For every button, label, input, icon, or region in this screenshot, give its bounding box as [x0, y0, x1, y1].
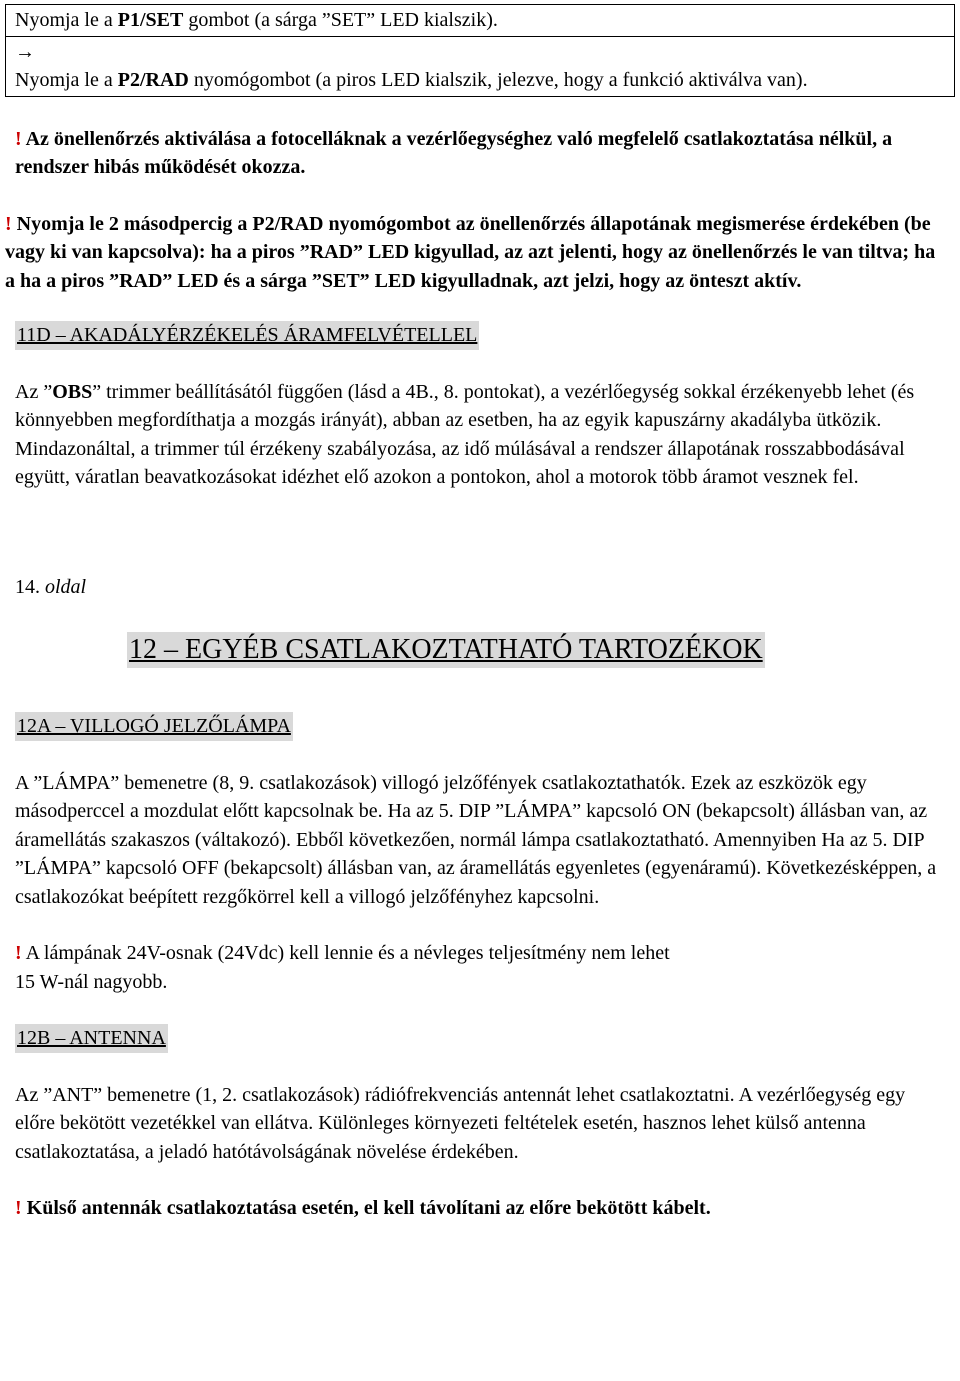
warning-text: Az önellenőrzés aktiválása a fotocelláknak a vezérlőegységhez való megfelelő csatlakoztatása nélkül, a rendszer hibás működését okozza.	[15, 127, 893, 178]
p1-set-label: P1/SET	[117, 9, 184, 31]
section-12a-heading	[15, 712, 945, 741]
section-12b-heading	[15, 1024, 945, 1053]
text: Az ”	[15, 380, 53, 403]
text: ” trimmer beállításától függően (lásd a 4B., 8. pontokat), a vezérlőegység sokkal érzékenyebb lehet (és könnyebben megfordíthatja a mozgás irányát), abban az esetben, ha az egyik kapuszárny akadályba ütközik. Mindazonáltal, a trimmer túl érzékeny szabályozása, az idő múlásával a rendszer állapotának rosszabbodásával együtt, váratlan beavatkozásokat idézhet elő azokon a pontokon, ahol a motorok több áramot vesznek fel.	[15, 380, 915, 488]
text: Nyomja le a	[15, 69, 118, 91]
text: nyomógombot (a piros LED kialszik, jelezve, hogy a funkció aktiválva van).	[188, 69, 808, 91]
section-12-heading	[127, 632, 945, 668]
section-12b-warning	[15, 1194, 945, 1223]
document-page	[5, 0, 945, 1223]
section-12a-paragraph: A ”LÁMPA” bemenetre (8, 9. csatlakozások) villogó jelzőfények csatlakoztathatók. Ezek az eszközök egy másodperccel a mozdulat előtt kapcsolnak be. Ha az 5. DIP ”LÁMPA” kapcsoló ON (bekapcsolt) állásban van, az áramellátás szakaszos (váltakozó). Ebből következően, normál lámpa csatlakoztatható. Amennyiben Ha az 5. DIP ”LÁMPA” kapcsoló OFF (bekapcsolt) állásban van, az áramellátás egyenletes (egyenáramú). Következésképpen, a csatlakozókat beépített rezgőkörrel kell a villogó jelzőfényhez kapcsolni.	[15, 771, 937, 908]
page-number-label: oldal	[40, 575, 87, 598]
warning-text: Nyomja le 2 másodpercig a P2/RAD nyomógombot az önellenőrzés állapotának megismerése érdekében (be vagy ki van kapcsolva): ha a piros ”RAD” LED kigyullad, az azt jelenti, hogy az önellenőrzés le van tiltva; ha a ha a piros ”RAD” LED és a sárga ”SET” LED kigyulladnak, azt jelzi, hogy az önteszt aktív.	[5, 212, 936, 292]
warning-text: 15 W-nál nagyobb.	[15, 970, 168, 993]
section-12a-warning	[15, 939, 945, 996]
arrow-icon: →	[15, 40, 35, 63]
instruction-box-arrow	[5, 36, 955, 97]
heading-text: 12B – ANTENNA	[15, 1024, 168, 1053]
page-number-value: 14.	[15, 575, 40, 598]
heading-text: 12A – VILLOGÓ JELZŐLÁMPA	[15, 712, 293, 741]
warning-text: A lámpának 24V-osnak (24Vdc) kell lennie és a névleges teljesítmény nem lehet	[21, 942, 670, 964]
text: Nyomja le a	[15, 9, 118, 31]
obs-label: OBS	[52, 380, 93, 403]
warning-check-status	[5, 210, 945, 296]
section-11d-paragraph	[15, 378, 945, 492]
exclamation-icon: !	[15, 942, 22, 964]
exclamation-icon: !	[15, 1197, 22, 1219]
p2-rad-label: P2/RAD	[117, 69, 189, 91]
exclamation-icon: !	[5, 212, 12, 235]
exclamation-icon: !	[15, 127, 22, 150]
heading-text: 12 – EGYÉB CSATLAKOZTATHATÓ TARTOZÉKOK	[127, 632, 765, 668]
section-12b-paragraph: Az ”ANT” bemenetre (1, 2. csatlakozások) rádiófrekvenciás antennát lehet csatlakoztatni. A vezérlőegység egy előre bekötött vezetékkel van ellátva. Különleges környezeti feltételek esetén, hasznos lehet külső antenna csatlakoztatása, a jeladó hatótávolságának növelése érdekében.	[15, 1083, 906, 1163]
section-11d-heading	[15, 321, 945, 350]
warning-text: Külső antennák csatlakoztatása esetén, el kell távolítani az előre bekötött kábelt.	[21, 1197, 711, 1219]
warning-self-test	[15, 125, 945, 182]
instruction-box-line1	[5, 4, 955, 36]
heading-text: 11D – AKADÁLYÉRZÉKELÉS ÁRAMFELVÉTELLEL	[15, 321, 479, 350]
text: gombot (a sárga ”SET” LED kialszik).	[183, 9, 498, 31]
page-number	[15, 573, 945, 602]
